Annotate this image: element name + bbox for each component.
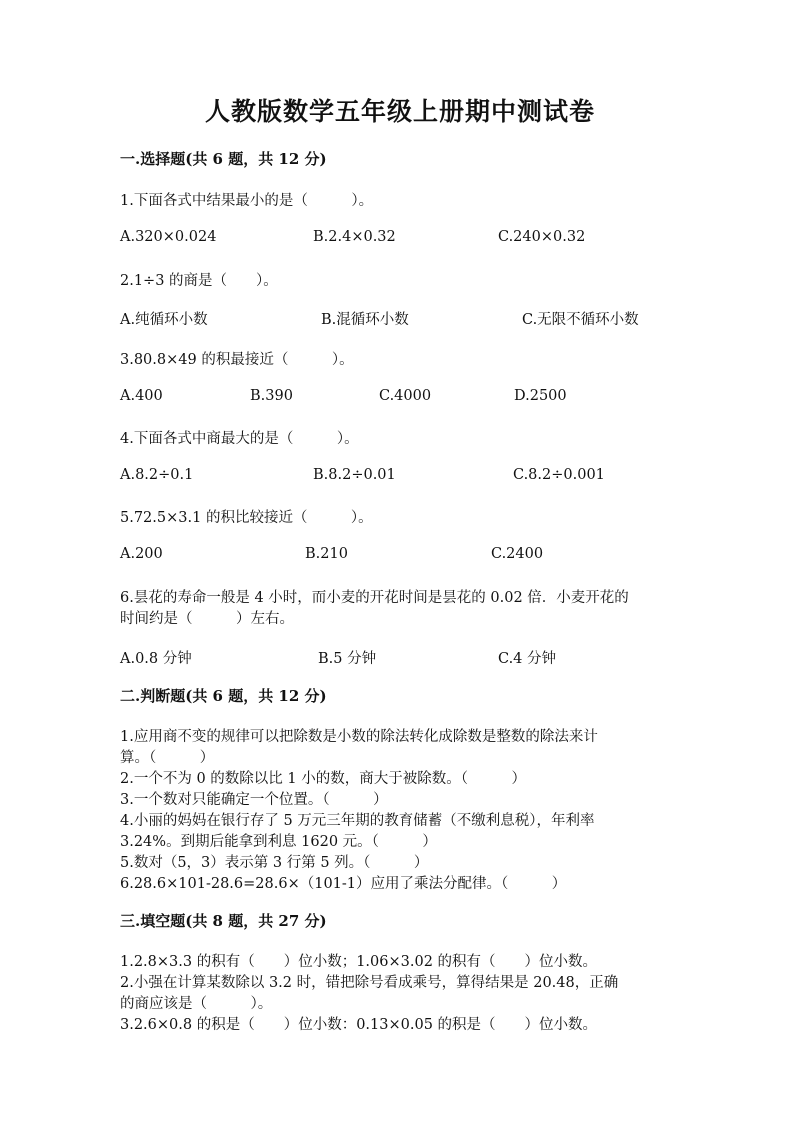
question-line: 6.28.6×101-28.6=28.6×（101-1）应用了乘法分配律。（ ） <box>120 876 567 892</box>
question-stem: 3.80.8×49 的积最接近（ ）。 <box>120 352 354 368</box>
question-stem: 时间约是（ ）左右。 <box>120 611 294 627</box>
question-stem: 1.下面各式中结果最小的是（ ）。 <box>120 193 374 209</box>
section-heading-judgement: 二.判断题(共 6 题，共 12 分) <box>120 687 327 705</box>
option-d: D.2500 <box>514 388 567 404</box>
question-line: 2.一个不为 0 的数除以比 1 小的数，商大于被除数。（ ） <box>120 771 526 787</box>
question-line: 3.一个数对只能确定一个位置。（ ） <box>120 792 388 808</box>
option-c: C.4 分钟 <box>498 651 557 667</box>
question-line: 1.2.8×3.3 的积有（ ）位小数；1.06×3.02 的积有（ ）位小数。 <box>120 954 598 970</box>
option-c: C.8.2÷0.001 <box>513 467 605 483</box>
option-c: C.4000 <box>379 388 432 404</box>
question-stem: 6.昙花的寿命一般是 4 小时，而小麦的开花时间是昙花的 0.02 倍．小麦开花的 <box>120 590 629 606</box>
question-line: 1.应用商不变的规律可以把除数是小数的除法转化成除数是整数的除法来计 <box>120 729 598 745</box>
section-heading-choice: 一.选择题(共 6 题，共 12 分) <box>120 150 327 168</box>
question-line: 3.2.6×0.8 的积是（ ）位小数：0.13×0.05 的积是（ ）位小数。 <box>120 1017 598 1033</box>
option-b: B.8.2÷0.01 <box>313 467 396 483</box>
option-c: C.240×0.32 <box>498 229 586 245</box>
question-line: 2.小强在计算某数除以 3.2 时，错把除号看成乘号，算得结果是 20.48，正确 <box>120 975 619 991</box>
option-b: B.2.4×0.32 <box>313 229 396 245</box>
option-c: C.无限不循环小数 <box>522 312 639 328</box>
option-a: A.8.2÷0.1 <box>120 467 194 483</box>
option-a: A.纯循环小数 <box>120 312 208 328</box>
question-stem: 4.下面各式中商最大的是（ ）。 <box>120 431 359 447</box>
option-a: A.320×0.024 <box>120 229 217 245</box>
question-line: 5.数对（5，3）表示第 3 行第 5 列。（ ） <box>120 855 429 871</box>
question-stem: 2.1÷3 的商是（ ）。 <box>120 273 278 289</box>
option-b: B.混循环小数 <box>321 312 409 328</box>
option-a: A.0.8 分钟 <box>120 651 192 667</box>
option-b: B.390 <box>250 388 293 404</box>
option-a: A.400 <box>120 388 163 404</box>
option-a: A.200 <box>120 546 163 562</box>
section-heading-fill-blank: 三.填空题(共 8 题，共 27 分) <box>120 912 327 930</box>
question-line: 算。（ ） <box>120 750 215 766</box>
option-b: B.210 <box>305 546 348 562</box>
option-b: B.5 分钟 <box>318 651 377 667</box>
question-line: 4.小丽的妈妈在银行存了 5 万元三年期的教育储蓄（不缴利息税），年利率 <box>120 813 595 829</box>
question-stem: 5.72.5×3.1 的积比较接近（ ）。 <box>120 510 373 526</box>
question-line: 3.24%。到期后能拿到利息 1620 元。（ ） <box>120 834 437 850</box>
page-title: 人教版数学五年级上册期中测试卷 <box>204 97 595 126</box>
question-line: 的商应该是（ ）。 <box>120 996 273 1012</box>
option-c: C.2400 <box>491 546 544 562</box>
